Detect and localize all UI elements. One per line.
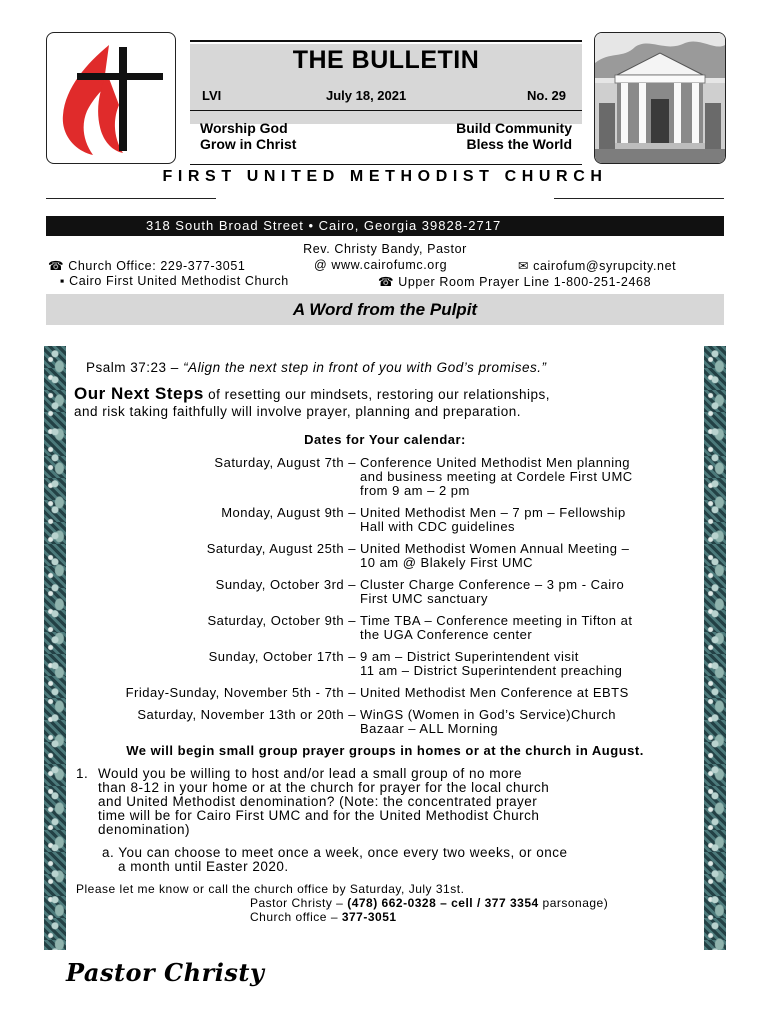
issue-number: No. 29 (526, 88, 566, 103)
calendar-date: Sunday, October 17th – (208, 649, 356, 664)
calendar-event: 9 am – District Superintendent visit (360, 649, 579, 664)
calendar-event: First UMC sanctuary (360, 591, 488, 606)
calendar-event: and business meeting at Cordele First UMC (360, 469, 633, 484)
calendar-date: Monday, August 9th – (221, 505, 356, 520)
office-phone-number: 377-3051 (341, 910, 397, 924)
pastor-name: Rev. Christy Bandy, Pastor (303, 242, 467, 256)
divider (46, 198, 216, 199)
office-contact-label: Church office – (250, 910, 342, 924)
calendar-event: Time TBA – Conference meeting in Tifton at (360, 613, 633, 628)
calendar-date: Saturday, August 7th – (214, 455, 356, 470)
motto-right (456, 120, 572, 152)
pastor-contact (250, 896, 608, 911)
volume-number: LVI (202, 88, 222, 103)
calendar-date: Saturday, October 9th – (207, 613, 356, 628)
bulletin-title: THE BULLETIN (292, 46, 480, 74)
cross-flame-icon (47, 33, 175, 163)
church-photo (594, 32, 726, 164)
masthead-rule (190, 110, 582, 111)
calendar-date: Saturday, August 25th – (206, 541, 356, 556)
masthead-rule (190, 40, 582, 42)
office-contact (250, 910, 397, 925)
cross-and-flame-logo (46, 32, 176, 164)
address-bar (46, 216, 724, 236)
calendar-event: from 9 am – 2 pm (360, 483, 470, 498)
calendar-event: Bazaar – ALL Morning (360, 721, 499, 736)
prayer-line: ☎ Upper Room Prayer Line 1-800-251-2468 (378, 275, 652, 289)
motto-line: Grow in Christ (200, 136, 297, 152)
next-steps-paragraph (74, 386, 550, 402)
masthead (190, 34, 582, 164)
pastor-phone: (478) 662-0328 – cell / 377 3354 (347, 896, 539, 910)
office-phone: ☎ Church Office: 229-377-3051 (48, 259, 246, 273)
email-link[interactable]: ✉ cairofum@syrupcity.net (518, 259, 677, 273)
calendar-event: WinGS (Women in God’s Service)Church (360, 707, 616, 722)
calendar-event: Cluster Charge Conference – 3 pm - Cairo (360, 577, 625, 592)
next-steps-text: and risk taking faithfully will involve prayer, planning and preparation. (74, 404, 521, 419)
street-address: 318 South Broad Street • Cairo, Georgia 39828-2717 (146, 218, 502, 233)
list-item-text: and United Methodist denomination? (Note: the concentrated prayer (98, 794, 538, 809)
pastor-contact-suffix: parsonage) (538, 896, 609, 910)
divider (554, 198, 724, 199)
motto-line: Worship God (200, 120, 288, 136)
calendar-date: Friday-Sunday, November 5th - 7th – (125, 685, 356, 700)
motto-line: Bless the World (466, 136, 572, 152)
calendar-event: the UGA Conference center (360, 627, 533, 642)
calendar-event: United Methodist Women Annual Meeting – (360, 541, 630, 556)
psalm-verse (86, 360, 546, 375)
calendar-event: 10 am @ Blakely First UMC (360, 555, 534, 570)
signature: Pastor Christy (66, 958, 265, 987)
psalm-reference: Psalm 37:23 – (86, 360, 184, 375)
section-title: A Word from the Pulpit (46, 294, 724, 325)
facebook-page: ▪ Cairo First United Methodist Church (60, 274, 289, 288)
list-item-text: denomination) (98, 822, 191, 837)
calendar-event: United Methodist Men Conference at EBTS (360, 685, 629, 700)
sub-list-item-text: a. You can choose to meet once a week, once every two weeks, or once (102, 845, 568, 860)
list-item-text: Would you be willing to host and/or lead a small group of no more (98, 766, 522, 781)
list-item-text: time will be for Cairo First UMC and for the United Methodist Church (98, 808, 540, 823)
calendar-event: Hall with CDC guidelines (360, 519, 516, 534)
list-item-text: than 8-12 in your home or at the church for prayer for the local church (98, 780, 550, 795)
masthead-rule (190, 164, 582, 165)
calendar-date: Sunday, October 3rd – (215, 577, 356, 592)
next-steps-heading: Our Next Steps (74, 384, 204, 403)
pastor-contact-label: Pastor Christy – (250, 896, 348, 910)
calendar-event: United Methodist Men – 7 pm – Fellowship (360, 505, 626, 520)
next-steps-text: of resetting our mindsets, restoring our relationships, (203, 387, 550, 402)
closing-line: Please let me know or call the church office by Saturday, July 31st. (76, 882, 465, 896)
motto-line: Build Community (456, 120, 572, 136)
psalm-quote: “Align the next step in front of you with God’s promises.” (183, 360, 547, 375)
sub-list-item-text: a month until Easter 2020. (118, 859, 289, 874)
list-number: 1. (76, 766, 89, 781)
issue-date: July 18, 2021 (326, 88, 407, 103)
church-name: FIRST UNITED METHODIST CHURCH (162, 168, 608, 185)
motto-left (200, 120, 296, 152)
website-link[interactable]: @ www.cairofumc.org (314, 258, 448, 272)
small-group-heading: We will begin small group prayer groups in homes or at the church in August. (126, 743, 644, 758)
church-building-icon (595, 33, 725, 163)
calendar-heading: Dates for Your calendar: (304, 432, 466, 447)
calendar-event: 11 am – District Superintendent preaching (360, 663, 623, 678)
calendar-date: Saturday, November 13th or 20th – (137, 707, 356, 722)
calendar-event: Conference United Methodist Men planning (360, 455, 631, 470)
